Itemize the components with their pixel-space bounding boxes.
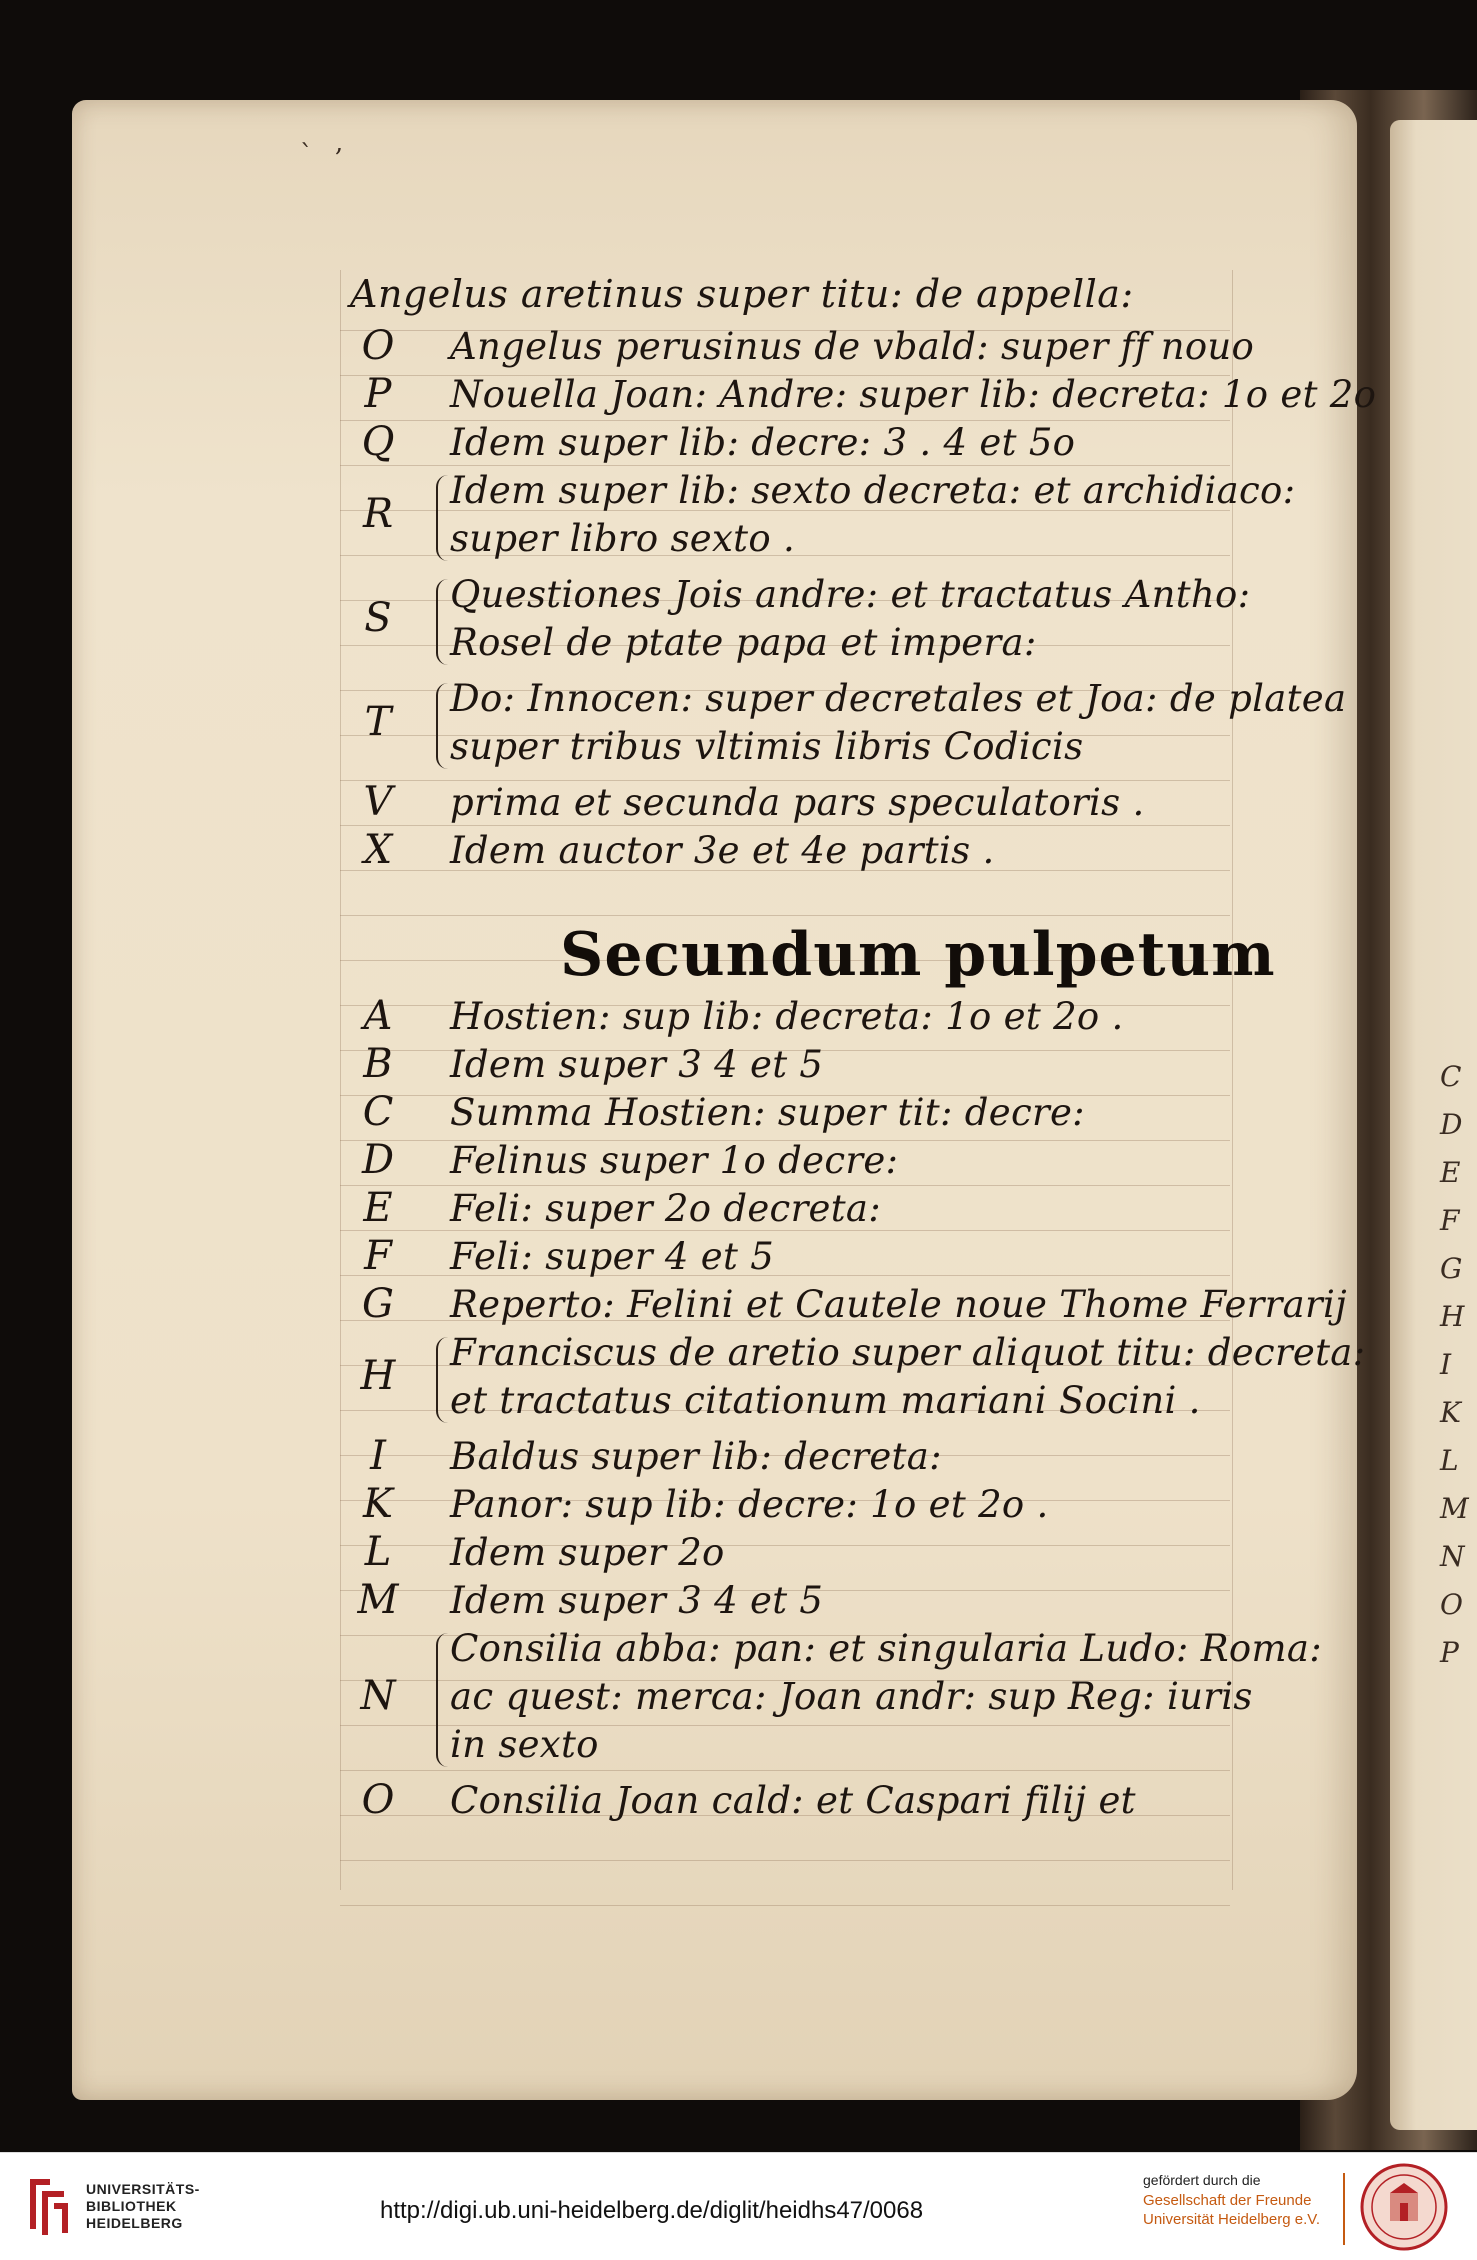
- ruling-line: [340, 1185, 1230, 1186]
- ruling-line: [340, 1905, 1230, 1906]
- shelf-letter: R: [362, 491, 394, 537]
- ruling-line: [340, 1860, 1230, 1861]
- shelf-letter: B: [363, 1041, 393, 1087]
- shelf-letter: O: [361, 1777, 395, 1823]
- ruling-line: [340, 1230, 1230, 1231]
- entry-line: Feli: super 2o decreta:: [450, 1187, 882, 1230]
- society-name-line2: Universität Heidelberg e.V.: [1143, 2211, 1321, 2228]
- facing-page-letter: E: [1440, 1156, 1461, 1189]
- entry-line: ac quest: merca: Joan andr: sup Reg: iuris: [450, 1675, 1253, 1718]
- shelf-letter: X: [363, 827, 393, 873]
- shelf-letter: F: [364, 1233, 392, 1279]
- facing-page-letter: P: [1440, 1636, 1459, 1669]
- entry-line: Idem super 3 4 et 5: [450, 1043, 824, 1086]
- entry-line: Idem super 3 4 et 5: [450, 1579, 824, 1622]
- permalink-url[interactable]: http://digi.ub.uni-heidelberg.de/diglit/heidhs47/0068: [380, 2197, 924, 2224]
- library-name[interactable]: [86, 2181, 200, 2232]
- ub-logo-icon[interactable]: [20, 2171, 74, 2241]
- shelf-letter: C: [362, 1089, 394, 1135]
- entry-line: Idem super 2o: [450, 1531, 725, 1574]
- university-seal-icon[interactable]: [1360, 2163, 1448, 2251]
- facing-page-letter: L: [1440, 1444, 1459, 1477]
- shelf-letter: H: [360, 1353, 396, 1399]
- entry-line: Idem auctor 3e et 4e partis .: [450, 829, 995, 872]
- page-mark: ,: [335, 128, 344, 158]
- shelf-letter: A: [363, 993, 393, 1039]
- facing-page-letter: H: [1440, 1300, 1465, 1333]
- margin-rule-left: [340, 270, 341, 1890]
- society-name-line1: Gesellschaft der Freunde: [1143, 2192, 1312, 2209]
- library-line: HEIDELBERG: [86, 2215, 183, 2231]
- entry-line: super tribus vltimis libris Codicis: [450, 725, 1084, 768]
- entry-line: Reperto: Felini et Cautele noue Thome Ferrarij: [450, 1283, 1347, 1326]
- shelf-letter: O: [361, 323, 395, 369]
- entry-line: Panor: sup lib: decre: 1o et 2o .: [450, 1483, 1049, 1526]
- facing-page-letter: I: [1440, 1348, 1452, 1381]
- ruling-line: [340, 825, 1230, 826]
- sponsor-prefix: gefördert durch die: [1143, 2172, 1261, 2188]
- entry-line: super libro sexto .: [450, 517, 796, 560]
- entry-brace: [436, 475, 448, 561]
- entry-brace: [436, 1337, 448, 1423]
- facing-page-letter: C: [1440, 1060, 1462, 1093]
- facing-page-letter: O: [1440, 1588, 1463, 1621]
- shelf-letter: I: [370, 1433, 386, 1479]
- entry-line: Consilia abba: pan: et singularia Ludo: Roma:: [450, 1627, 1322, 1670]
- entry-line: et tractatus citationum mariani Socini .: [450, 1379, 1201, 1422]
- header-line: Angelus aretinus super titu: de appella:: [350, 272, 1134, 316]
- entry-brace: [436, 1633, 448, 1767]
- facing-page-letter: N: [1440, 1540, 1465, 1573]
- entry-line: Hostien: sup lib: decreta: 1o et 2o .: [450, 995, 1124, 1038]
- entry-line: Franciscus de aretio super aliquot titu: decreta:: [450, 1331, 1366, 1374]
- entry-brace: [436, 579, 448, 665]
- entry-line: Baldus super lib: decreta:: [450, 1435, 942, 1478]
- footer-divider: [1343, 2173, 1345, 2245]
- page-mark: `: [300, 140, 313, 170]
- shelf-letter: K: [363, 1481, 393, 1527]
- library-line: UNIVERSITÄTS-: [86, 2181, 200, 2197]
- entry-line: Nouella Joan: Andre: super lib: decreta: 1o et 2o: [450, 373, 1377, 416]
- shelf-letter: G: [362, 1281, 394, 1327]
- shelf-letter: M: [357, 1577, 399, 1623]
- ruling-line: [340, 915, 1230, 916]
- entry-line: Felinus super 1o decre:: [450, 1139, 899, 1182]
- entry-line: Consilia Joan cald: et Caspari filij et: [450, 1779, 1136, 1822]
- entry-line: Idem super lib: sexto decreta: et archidiaco:: [450, 469, 1296, 512]
- entry-brace: [436, 683, 448, 769]
- shelf-letter: Q: [361, 419, 395, 465]
- facing-page-letter: F: [1440, 1204, 1460, 1237]
- entry-line: Idem super lib: decre: 3 . 4 et 5o: [450, 421, 1076, 464]
- ruling-line: [340, 465, 1230, 466]
- facing-page-letter: D: [1440, 1108, 1463, 1141]
- section-title: Secundum pulpetum: [560, 920, 1276, 990]
- facing-page-letter: K: [1440, 1396, 1461, 1429]
- entry-line: Feli: super 4 et 5: [450, 1235, 775, 1278]
- shelf-letter: S: [364, 595, 392, 641]
- shelf-letter: E: [363, 1185, 393, 1231]
- entry-line: Questiones Jois andre: et tractatus Antho:: [450, 573, 1251, 616]
- facing-page-letter: G: [1440, 1252, 1463, 1285]
- footer-bar: [0, 2152, 1477, 2260]
- shelf-letter: V: [363, 779, 393, 825]
- entry-line: Summa Hostien: super tit: decre:: [450, 1091, 1085, 1134]
- entry-line: Angelus perusinus de vbald: super ff nouo: [450, 325, 1255, 368]
- shelf-letter: N: [360, 1673, 396, 1719]
- sponsor-block[interactable]: [1143, 2169, 1320, 2229]
- shelf-letter: D: [361, 1137, 395, 1183]
- entry-line: in sexto: [450, 1723, 599, 1766]
- shelf-letter: L: [364, 1529, 392, 1575]
- entry-line: Rosel de ptate papa et impera:: [450, 621, 1037, 664]
- facing-page-edge: [1390, 120, 1477, 2130]
- shelf-letter: T: [364, 699, 392, 745]
- facing-page-letter: M: [1440, 1492, 1469, 1525]
- library-line: BIBLIOTHEK: [86, 2198, 177, 2214]
- entry-line: Do: Innocen: super decretales et Joa: de platea: [450, 677, 1347, 720]
- ruling-line: [340, 1770, 1230, 1771]
- entry-line: prima et secunda pars speculatoris .: [450, 781, 1145, 824]
- shelf-letter: P: [364, 371, 392, 417]
